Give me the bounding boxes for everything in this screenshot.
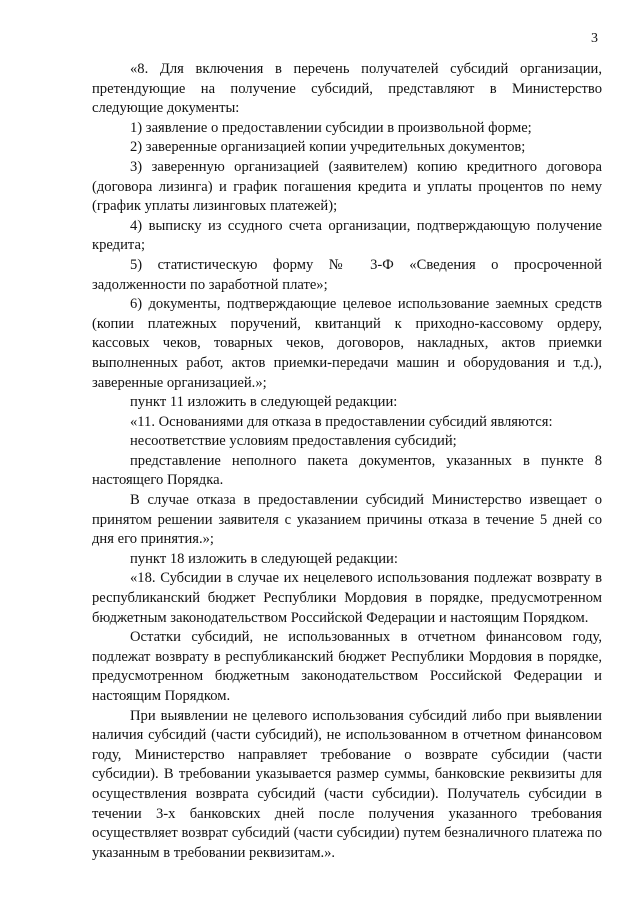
list-item-form-3f: 5) статистическую форму № 3-Ф «Сведения о просроченной задолженности по заработной плате»; — [92, 256, 602, 293]
document-body — [92, 60, 602, 863]
list-item-loan-account: 4) выписку из ссудного счета организации, подтверждающую получение кредита; — [92, 217, 602, 254]
paragraph-point-18-text: «18. Субсидии в случае их нецелевого использования подлежат возврату в республиканский бюджет Республики Мордовия в порядке, предусмотренном бюджетным законодательством Российской Федерации и настоящим Порядком. — [92, 570, 602, 626]
paragraph-refusal-notice: В случае отказа в предоставлении субсидий Министерство извещает о принятом решении заявителя с указанием причины отказа в течение 5 дней со дня его принятия.»; — [92, 492, 602, 548]
paragraph-item-8-intro: «8. Для включения в перечень получателей субсидий организации, претендующие на получение субсидий, представляют в Министерство следующие документы: — [92, 61, 602, 117]
page-number: 3 — [591, 31, 598, 46]
paragraph-point-18-heading: пункт 18 изложить в следующей редакции: — [130, 550, 398, 567]
list-item-credit-agreement: 3) заверенную организацией (заявителем) копию кредитного договора (договора лизинга) и график погашения кредита и уплаты процентов по нему (график уплаты лизинговых платежей); — [92, 158, 602, 215]
paragraph-unused-balances: Остатки субсидий, не использованных в отчетном финансовом году, подлежат возврату в республиканский бюджет Республики Мордовия в порядке, предусмотренном бюджетным законодательством Российской Федерации и настоящим Порядком. — [92, 629, 602, 704]
paragraph-return-requirement: При выявлении не целевого использования субсидий либо при выявлении наличия субсидий (части субсидий), не использованном в отчетном финансовом году, Министерство направляет требование о возврате субсидии (части субсидии). В требовании указывается размер суммы, банковские реквизиты для осуществления возврата субсидий (части субсидии). Получатель субсидии в течении 3-х банковских дней после получения указанного требования осуществляет возврат субсидий (части субсидии) путем безналичного платежа по указанным в требовании реквизитам.». — [92, 707, 602, 861]
paragraph-refusal-reason-1: несоответствие условиям предоставления субсидий; — [130, 433, 457, 450]
list-item-application: 1) заявление о предоставлении субсидии в произвольной форме; — [130, 119, 532, 136]
list-item-founding-docs: 2) заверенные организацией копии учредительных документов; — [130, 139, 526, 156]
paragraph-point-11-heading: пункт 11 изложить в следующей редакции: — [130, 394, 398, 411]
paragraph-refusal-reason-2: представление неполного пакета документов, указанных в пункте 8 настоящего Порядка. — [92, 452, 602, 489]
paragraph-point-11-text: «11. Основаниями для отказа в предоставлении субсидий являются: — [130, 413, 553, 430]
list-item-target-use-docs: 6) документы, подтверждающие целевое использование заемных средств (копии платежных поручений, квитанций к приходно-кассовому ордеру, кассовых чеков, товарных чеков, договоров, накладных, актов приемки выполненных работ, актов приемки-передачи машин и оборудования и т.д.), заверенные организацией.»; — [92, 296, 602, 391]
